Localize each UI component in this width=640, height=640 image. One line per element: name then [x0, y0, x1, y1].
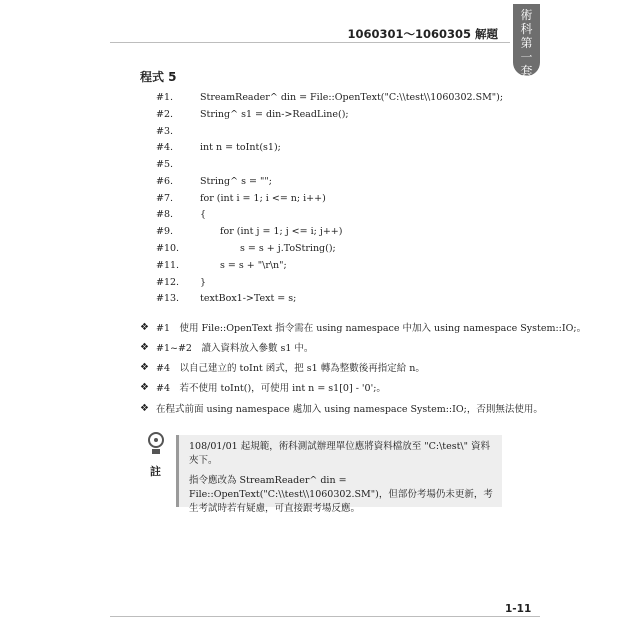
code-line — [0, 159, 640, 173]
line-number: #6. — [156, 176, 174, 187]
code-text: s = s + "\r\n"; — [220, 260, 287, 271]
line-number: #3. — [156, 126, 174, 137]
code-line — [0, 142, 640, 156]
code-line — [0, 260, 640, 274]
code-line — [0, 293, 640, 307]
note-paragraph: 指令應改為 StreamReader^ din = File::OpenText("C:\\test\\1060302.SM")，但部份考場仍未更新，考生考試時若有疑慮，可直接跟考場反應。 — [189, 475, 493, 514]
explanation-item — [140, 401, 543, 415]
code-text: s = s + j.ToString(); — [240, 243, 336, 254]
code-text: { — [200, 209, 207, 220]
code-text: textBox1->Text = s; — [200, 293, 297, 304]
explanation-text: #4 若不使用 toInt()，可使用 int n = s1[0] - '0';。 — [156, 383, 386, 394]
code-text: int n = toInt(s1); — [200, 142, 281, 153]
diamond-bullet-icon: ❖ — [140, 321, 149, 333]
explanation-text: #4 以自己建立的 toInt 函式，把 s1 轉為整數後再指定給 n。 — [156, 363, 425, 374]
code-line — [0, 277, 640, 291]
explanation-text: #1 使用 File::OpenText 指令需在 using namespace 中加入 using namespace System::IO;。 — [156, 323, 587, 334]
diamond-bullet-icon: ❖ — [140, 402, 149, 414]
code-line — [0, 243, 640, 257]
explanation-item — [140, 320, 586, 334]
side-tab-char: 套 — [520, 64, 533, 78]
explanation-item — [140, 360, 425, 374]
diamond-bullet-icon: ❖ — [140, 341, 149, 353]
code-line — [0, 176, 640, 190]
code-text: for (int j = 1; j <= i; j++) — [220, 226, 343, 237]
explanation-item — [140, 340, 313, 354]
line-number: #5. — [156, 159, 174, 170]
section-title: 程式 5 — [140, 70, 177, 84]
explanation-text: 在程式前面 using namespace 處加入 using namespace System::IO;，否則無法使用。 — [156, 404, 543, 415]
line-number: #11. — [156, 260, 180, 271]
side-tab-char: 第 — [520, 36, 533, 50]
line-number: #2. — [156, 109, 174, 120]
line-number: #1. — [156, 92, 174, 103]
line-number: #4. — [156, 142, 174, 153]
line-number: #12. — [156, 277, 180, 288]
code-text: String^ s1 = din->ReadLine(); — [200, 109, 349, 120]
line-number: #7. — [156, 193, 174, 204]
code-text: for (int i = 1; i <= n; i++) — [200, 193, 326, 204]
code-text: } — [200, 277, 207, 288]
chapter-side-tab — [513, 4, 540, 76]
code-line — [0, 193, 640, 207]
side-tab-char: 術 — [520, 8, 533, 22]
line-number: #13. — [156, 293, 180, 304]
side-tab-char: 一 — [520, 50, 533, 64]
explanation-text: #1~#2 讀入資料放入參數 s1 中。 — [156, 343, 314, 354]
code-line — [0, 92, 640, 106]
diamond-bullet-icon: ❖ — [140, 381, 149, 393]
running-header — [110, 26, 510, 43]
code-text: StreamReader^ din = File::OpenText("C:\\test\\1060302.SM"); — [200, 92, 504, 103]
note-box — [176, 435, 502, 514]
code-line — [0, 126, 640, 140]
code-line — [0, 109, 640, 123]
side-tab-char: 科 — [520, 22, 533, 36]
header-title: 1060301～1060305 解題 — [347, 27, 498, 41]
line-number: #8. — [156, 209, 174, 220]
code-text: String^ s = ""; — [200, 176, 272, 187]
code-line — [0, 226, 640, 240]
footer-divider — [110, 616, 540, 617]
diamond-bullet-icon: ❖ — [140, 361, 149, 373]
note-paragraph: 108/01/01 起規範，術科測試辦理單位應將資料檔放至 "C:\test\" 資料夾下。 — [189, 441, 491, 466]
line-number: #9. — [156, 226, 174, 237]
line-number: #10. — [156, 243, 180, 254]
explanation-item — [140, 380, 386, 394]
page-number: 1-11 — [505, 603, 532, 615]
code-line — [0, 209, 640, 223]
note-label: 註 — [150, 465, 161, 478]
